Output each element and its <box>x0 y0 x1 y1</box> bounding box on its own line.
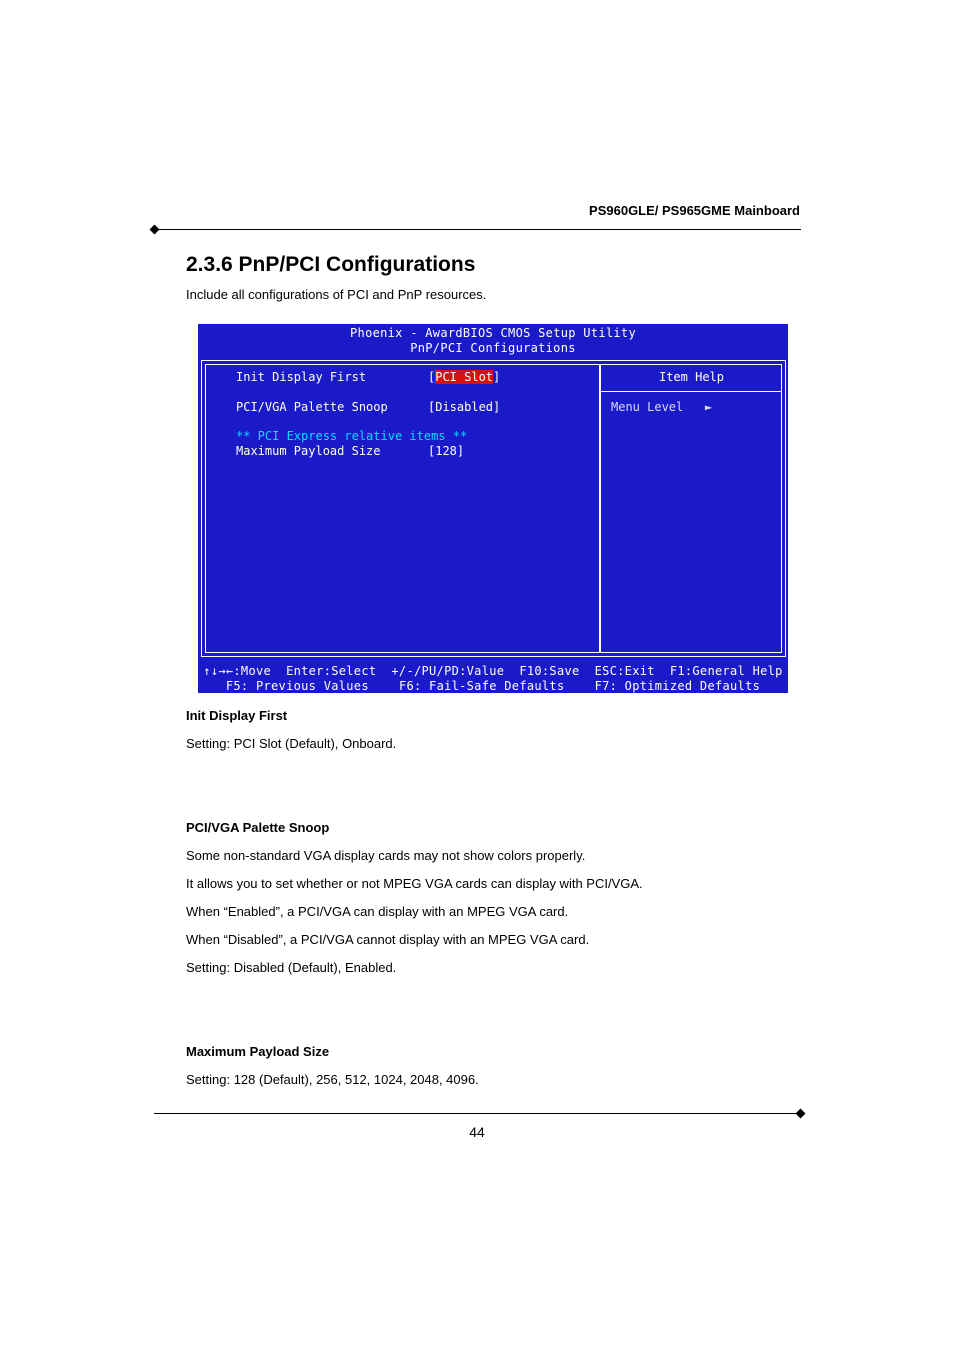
paragraph: When “Enabled”, a PCI/VGA can display with an MPEG VGA card. <box>186 904 569 919</box>
page-number: 44 <box>469 1124 485 1140</box>
bios-panel-divider <box>599 364 601 653</box>
heading-maximum-payload-size: Maximum Payload Size <box>186 1044 330 1059</box>
item-maximum-payload-size[interactable]: Maximum Payload Size <box>236 444 381 458</box>
bios-screen <box>196 322 790 695</box>
paragraph: Setting: PCI Slot (Default), Onboard. <box>186 736 397 751</box>
manual-header-title: PS960GLE/ PS965GME Mainboard <box>589 203 800 218</box>
item-pci-vga-palette-snoop[interactable]: PCI/VGA Palette Snoop <box>236 400 388 414</box>
bios-title: Phoenix - AwardBIOS CMOS Setup Utility <box>350 326 636 340</box>
heading-pci-vga-palette-snoop: PCI/VGA Palette Snoop <box>186 820 330 835</box>
menu-level-indicator: Menu Level ► <box>611 400 713 414</box>
item-help-title: Item Help <box>658 370 725 384</box>
bios-key-legend-2: F5: Previous Values F6: Fail-Safe Defaults F7: Optimized Defaults <box>225 679 761 693</box>
section-title: 2.3.6 PnP/PCI Configurations <box>186 253 476 276</box>
paragraph: When “Disabled”, a PCI/VGA cannot display with an MPEG VGA card. <box>186 932 590 947</box>
selected-value[interactable]: PCI Slot <box>435 370 494 384</box>
value-maximum-payload-size[interactable]: [128] <box>428 444 465 458</box>
diamond-bullet-icon <box>796 1109 806 1119</box>
value-init-display-first[interactable]: [PCI Slot] <box>428 370 501 384</box>
section-intro: Include all configurations of PCI and PnP resources. <box>186 287 487 302</box>
heading-init-display-first: Init Display First <box>186 708 288 723</box>
value-pci-vga-palette-snoop[interactable]: [Disabled] <box>428 400 501 414</box>
pci-express-group-label: ** PCI Express relative items ** <box>236 429 468 443</box>
footer-divider <box>154 1113 800 1114</box>
item-init-display-first[interactable]: Init Display First <box>236 370 367 384</box>
paragraph: Some non-standard VGA display cards may not show colors properly. <box>186 848 586 863</box>
help-divider <box>601 391 782 392</box>
header-divider <box>157 229 801 230</box>
bios-subtitle: PnP/PCI Configurations <box>410 341 576 355</box>
bios-key-legend-1: ↑↓→←:Move Enter:Select +/-/PU/PD:Value F10:Save ESC:Exit F1:General Help <box>203 664 783 678</box>
paragraph: Setting: Disabled (Default), Enabled. <box>186 960 397 975</box>
paragraph: It allows you to set whether or not MPEG VGA cards can display with PCI/VGA. <box>186 876 643 891</box>
paragraph: Setting: 128 (Default), 256, 512, 1024, 2048, 4096. <box>186 1072 479 1087</box>
